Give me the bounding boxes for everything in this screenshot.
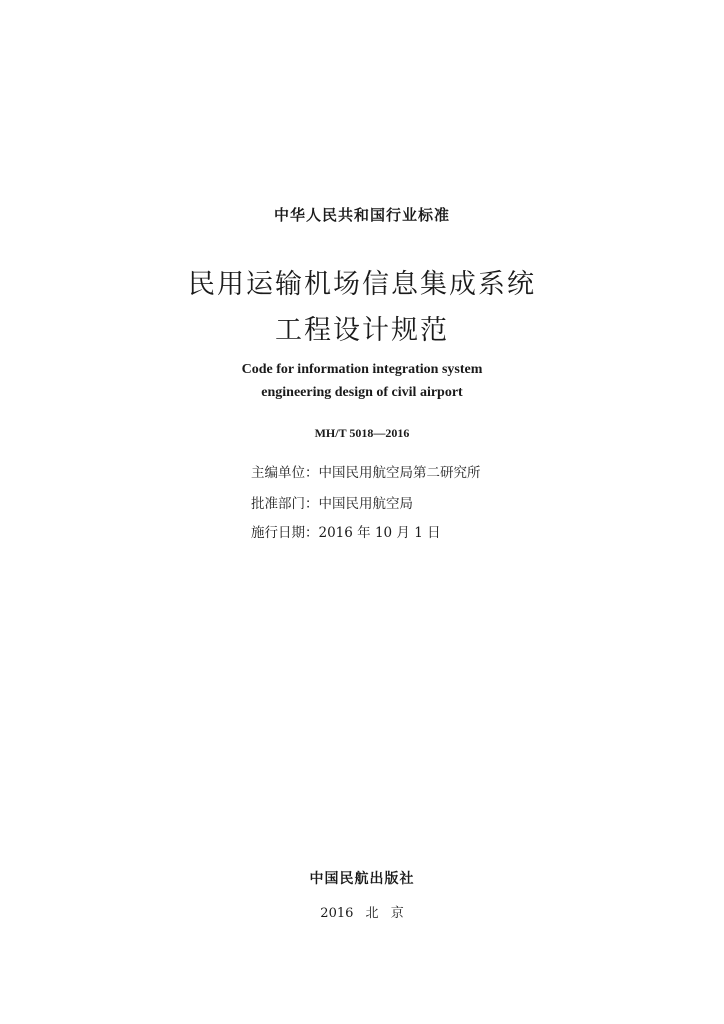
title-english-line-2: engineering design of civil airport [261,385,463,400]
publication-city-char-1: 北 [365,906,379,921]
effective-date-value: 2016 年 10 月 1 日 [318,525,441,541]
title-chinese-line-2: 工程设计规范 [275,315,449,346]
effective-date-line [251,521,441,541]
title-chinese-line-1: 民用运输机场信息集成系统 [188,269,536,300]
approver-value: 中国民用航空局 [318,496,413,512]
standard-number: MH/T 5018—2016 [314,426,410,440]
title-english-line-1: Code for information integration system [241,362,483,377]
editor-unit-label: 主编单位： [251,465,319,481]
approver-label: 批准部门： [251,496,319,512]
standard-series-label: 中华人民共和国行业标准 [273,206,450,224]
publication-year: 2016 [320,906,354,921]
approver-line [251,492,413,512]
editor-unit-value: 中国民用航空局第二研究所 [318,465,481,481]
editor-unit-line [251,461,481,481]
publication-city-char-2: 京 [390,906,404,921]
publisher-name: 中国民航出版社 [309,871,415,887]
effective-date-label: 施行日期： [251,525,319,541]
publication-place [0,902,724,921]
